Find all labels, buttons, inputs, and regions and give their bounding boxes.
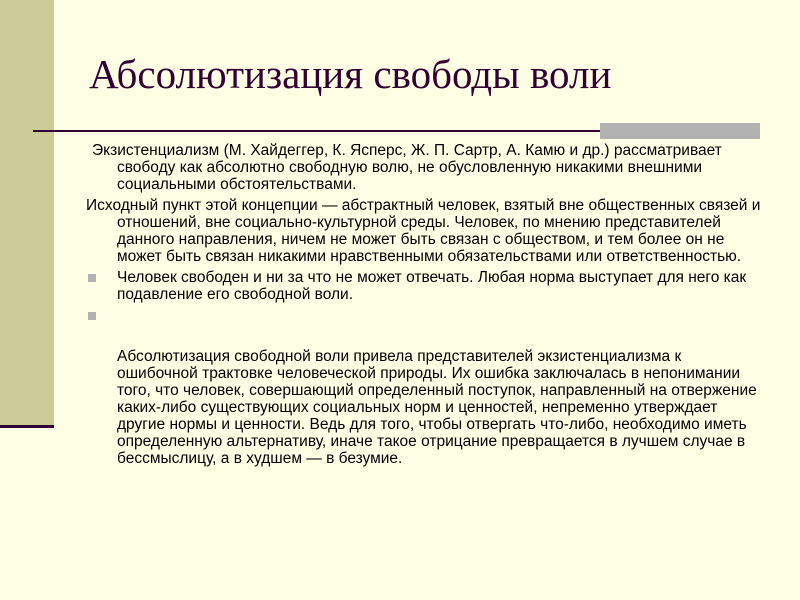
slide-title: Абсолютизация свободы воли xyxy=(89,51,612,97)
left-accent-underline xyxy=(0,425,54,428)
square-bullet-icon xyxy=(88,274,96,282)
title-divider-block xyxy=(600,123,760,139)
title-divider-line xyxy=(33,130,600,132)
closing-paragraph-row xyxy=(86,348,766,467)
bullet-item xyxy=(86,269,766,303)
spacer xyxy=(86,328,766,348)
left-accent-bar xyxy=(0,0,54,425)
closing-paragraph: Абсолютизация свободной воли привела представителей экзистенциализма к ошибочной трактовке человеческой природы. Их ошибка заключалась в непонимании того, что человек, совершающий определенный поступок, направленный на отвержение каких-либо существующих социальных норм и ценностей, непременно утверждает другие нормы и ценности. Ведь для того, чтобы отвергать что-либо, необходимо иметь определенную альтернативу, иначе такое отрицание превращается в лучшем случае в бессмыслицу, а в худшем — в безумие. xyxy=(117,348,757,467)
bullet-text: Человек свободен и ни за что не может отвечать. Любая норма выступает для него как подавление его свободной воли. xyxy=(117,269,747,303)
slide-body xyxy=(86,142,766,471)
paragraph-starting-point: Исходный пункт этой концепции — абстрактный человек, взятый вне общественных связей и отношений, вне социально-культурной среды. Человек, по мнению представителей данного направления, ничем не может быть связан с обществом, и тем более он не может быть связан никакими нравственными обязательствами или ответственностью. xyxy=(86,197,761,265)
bullet-item-empty xyxy=(86,307,766,324)
paragraph-existentialism: Экзистенциализм (М. Хайдеггер, К. Ясперс, Ж. П. Сартр, А. Камю и др.) рассматривает свободу как абсолютно свободную волю, не обусловленную никакими внешними социальными обстоятельствами. xyxy=(92,142,722,193)
square-bullet-icon xyxy=(88,312,96,320)
